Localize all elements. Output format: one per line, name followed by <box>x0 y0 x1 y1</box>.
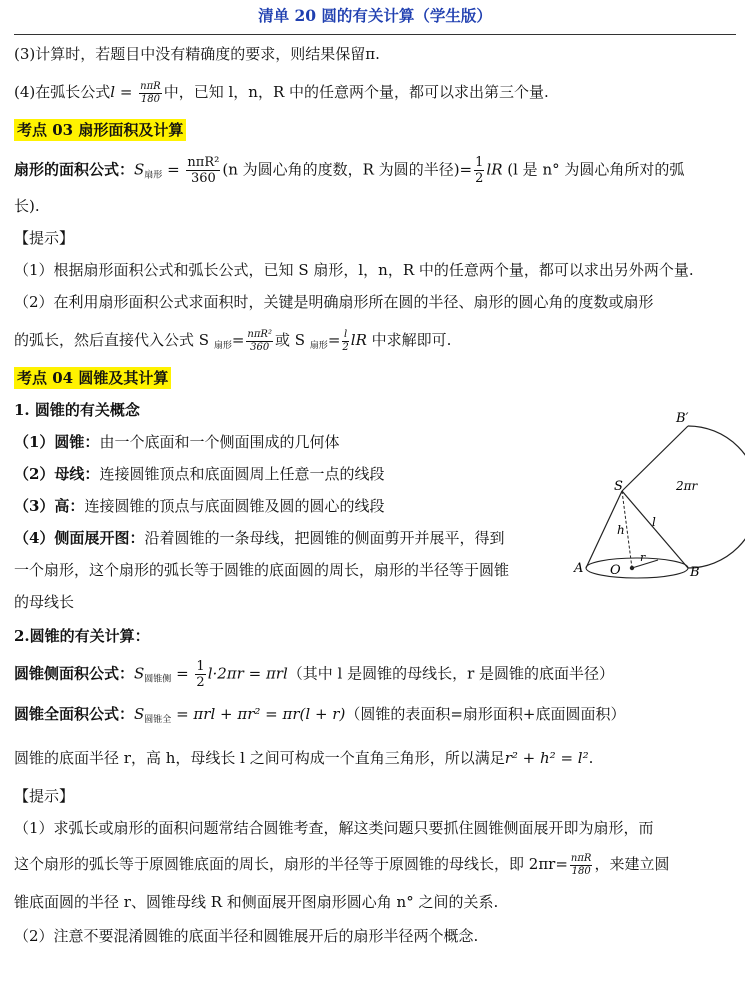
cone-lateral-area-formula: 圆锥侧面积公式：$S_{圆锥侧}$ = $\frac{1}{2}$ l·2πr = πrl（其中 l 是圆锥的母线长，r 是圆锥的底面半径） <box>14 659 615 690</box>
text-line: 圆锥的底面半径 r，高 h，母线长 l 之间可构成一个直角三角形，所以满足r² + h² = l². <box>14 749 594 767</box>
definition-line: （2）母线：连接圆锥顶点和底面圆周上任意一点的线段 <box>14 465 385 483</box>
cone-base-ellipse <box>586 558 688 578</box>
text-line: 的弧长，然后直接代入公式 S $_{扇形}$= $\frac{\text{nπR²}}{360}$ 或 S $_{扇形}$= $\frac{l}{2}$ lR 中求解即可. <box>14 328 452 353</box>
label-l: l <box>652 515 656 529</box>
arc-length-formula-line: (4)在弧长公式l = $\frac{\text{nπR}}{180}$ 中，已知 l，n，R 中的任意两个量，都可以求出第三个量. <box>14 80 549 105</box>
text-line: 长). <box>14 197 40 215</box>
label-2pir: 2πr <box>676 479 698 493</box>
label-h: h <box>617 523 625 537</box>
sector-arc <box>688 426 745 568</box>
text-line: 这个扇形的弧长等于原圆锥底面的周长，扇形的半径等于原圆锥的母线长，即 2πr= $\frac{\text{nπR}}{180}$ ，来建立圆 <box>14 852 670 877</box>
text-line: （2）在利用扇形面积公式求面积时，关键是明确扇形所在圆的半径、扇形的圆心角的度数或扇形 <box>14 293 654 311</box>
subheading: 1. 圆锥的有关概念 <box>14 401 140 419</box>
definition-line: （4）侧面展开图：沿着圆锥的一条母线，把圆锥的侧面剪开并展平，得到 <box>14 529 505 547</box>
arc-length-fraction: $\frac{\text{nπR}}{180}$ <box>570 852 592 877</box>
sector-area-fraction: $\frac{\text{nπR²}}{360}$ <box>247 328 272 353</box>
label-a: A <box>574 561 584 576</box>
half-fraction: $\frac{l}{2}$ <box>342 328 349 353</box>
definition-line: （1）圆锥：由一个底面和一个侧面围成的几何体 <box>14 433 340 451</box>
label-b: B <box>690 565 700 580</box>
text-line: 锥底面圆的半径 r、圆锥母线 R 和侧面展开图扇形圆心角 n° 之间的关系. <box>14 893 499 911</box>
cone-side-sb <box>622 491 688 568</box>
definition-line: （3）高：连接圆锥的顶点与底面圆锥及圆的圆心的线段 <box>14 497 385 515</box>
center-point-o <box>630 566 634 570</box>
text-line: 一个扇形，这个扇形的弧长等于圆锥的底面圆的周长，扇形的半径等于圆锥 <box>14 561 510 579</box>
half-fraction: $\frac{1}{2}$ <box>196 659 205 690</box>
cone-diagram <box>570 404 745 589</box>
label-r: r <box>640 551 646 564</box>
label-b-prime: B′ <box>676 411 689 426</box>
tip-heading: 【提示】 <box>14 229 75 247</box>
text-line: （1）根据扇形面积公式和弧长公式，已知 S 扇形，l，n，R 中的任意两个量，都可以求出另外两个量. <box>14 261 694 279</box>
subheading: 2.圆锥的有关计算： <box>14 627 150 645</box>
label-o: O <box>610 563 621 578</box>
text-line: （1）求弧长或扇形的面积问题常结合圆锥考查，解这类问题只要抓住圆锥侧面展开即为扇形，而 <box>14 819 654 837</box>
text-line: (3)计算时，若题目中没有精确度的要求，则结果保留π. <box>14 45 380 63</box>
half-fraction: $\frac{1}{2}$ <box>475 155 484 186</box>
text-line: 的母线长 <box>14 593 75 611</box>
tip-heading: 【提示】 <box>14 787 75 805</box>
page-header <box>14 2 736 35</box>
section-heading-03: 考点 03 扇形面积及计算 <box>14 118 186 142</box>
sector-area-formula-line: 扇形的面积公式：$S_{扇形}$ = $\frac{\text{nπR²}}{360}$ (n 为圆心角的度数，R 为圆的半径)= $\frac{1}{2}$ lR (l 是 n° 为圆心角所对的弧 <box>14 155 685 186</box>
cone-figure <box>570 404 745 589</box>
sector-area-fraction: $\frac{\text{nπR²}}{360}$ <box>187 155 220 186</box>
label-s: S <box>614 479 623 494</box>
text-line: （2）注意不要混淆圆锥的底面半径和圆锥展开后的扇形半径两个概念. <box>14 927 479 945</box>
arc-length-fraction: $\frac{\text{nπR}}{180}$ <box>140 80 161 105</box>
section-heading-04: 考点 04 圆锥及其计算 <box>14 366 171 390</box>
page-title: 清单 20 圆的有关计算（学生版） <box>258 6 492 25</box>
cone-total-area-formula: 圆锥全面积公式：$S_{圆锥全} = \pi rl + \pi r^2 = \pi r(l + r)$（圆锥的表面积=扇形面积+底面圆面积） <box>14 705 626 725</box>
